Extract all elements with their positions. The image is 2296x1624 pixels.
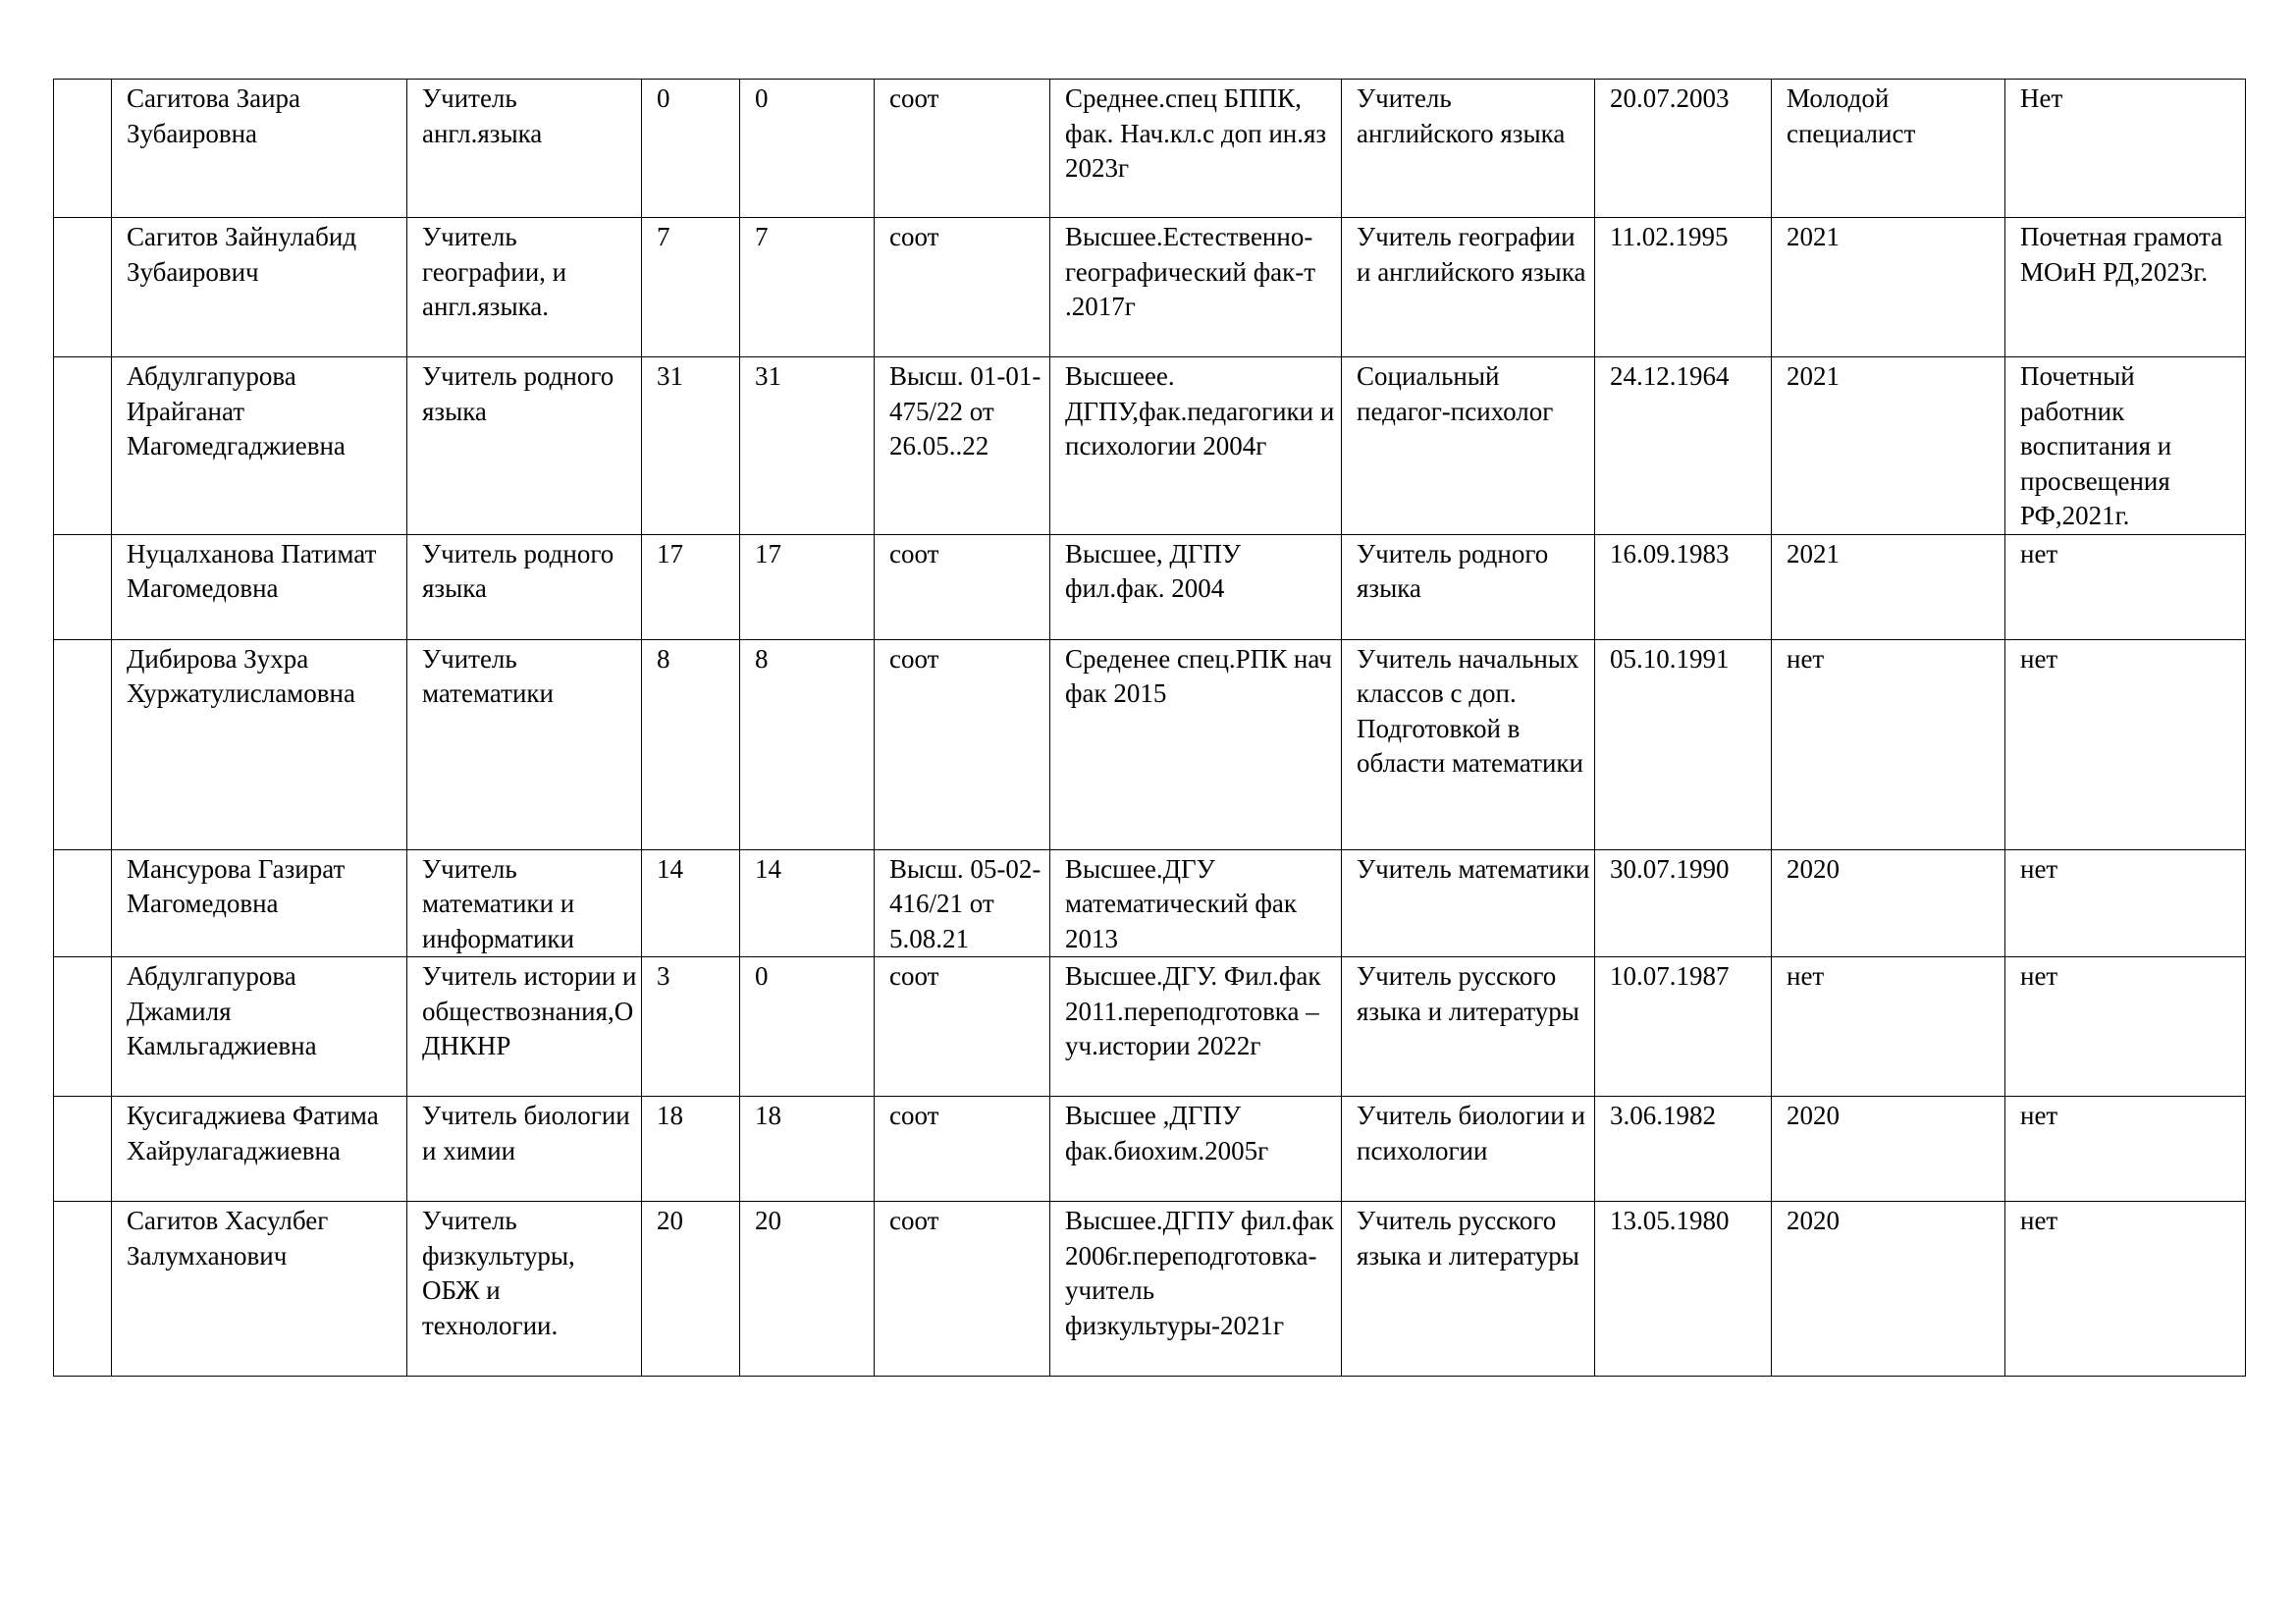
total-experience-cell: 8 — [642, 639, 740, 849]
row-number-cell — [54, 1097, 112, 1202]
total-experience-cell: 20 — [642, 1202, 740, 1377]
diploma-specialty-cell: Учитель русского языка и литературы — [1342, 957, 1595, 1097]
total-experience-cell: 18 — [642, 1097, 740, 1202]
position-cell: Учитель истории и обществознания,ОДНКНР — [407, 957, 642, 1097]
position-cell: Учитель биологии и химии — [407, 1097, 642, 1202]
teaching-experience-cell: 0 — [740, 80, 875, 218]
teacher-name-cell: Мансурова Газират Магомедовна — [112, 849, 407, 957]
table-row — [54, 1202, 2246, 1377]
teacher-name-cell: Сагитов Хасулбег Залумханович — [112, 1202, 407, 1377]
education-cell: Высшее.ДГУ. Фил.фак 2011.переподготовка –уч.истории 2022г — [1050, 957, 1342, 1097]
birth-date-cell: 16.09.1983 — [1595, 534, 1772, 639]
awards-cell: нет — [2005, 1097, 2246, 1202]
teacher-name-cell: Абдулгапурова Джамиля Камльгаджиевна — [112, 957, 407, 1097]
total-experience-cell: 3 — [642, 957, 740, 1097]
diploma-specialty-cell: Учитель математики — [1342, 849, 1595, 957]
courses-year-cell: 2020 — [1772, 1097, 2005, 1202]
teacher-name-cell: Сагитов Зайнулабид Зубаирович — [112, 218, 407, 357]
qualification-category-cell: соот — [875, 80, 1050, 218]
education-cell: Среденее спец.РПК нач фак 2015 — [1050, 639, 1342, 849]
awards-cell: Почетный работник воспитания и просвещения РФ,2021г. — [2005, 357, 2246, 535]
courses-year-cell: нет — [1772, 639, 2005, 849]
birth-date-cell: 30.07.1990 — [1595, 849, 1772, 957]
row-number-cell — [54, 957, 112, 1097]
qualification-category-cell: соот — [875, 1097, 1050, 1202]
table-row — [54, 357, 2246, 535]
birth-date-cell: 13.05.1980 — [1595, 1202, 1772, 1377]
total-experience-cell: 0 — [642, 80, 740, 218]
teaching-experience-cell: 7 — [740, 218, 875, 357]
awards-cell: нет — [2005, 639, 2246, 849]
row-number-cell — [54, 534, 112, 639]
courses-year-cell: 2021 — [1772, 218, 2005, 357]
teaching-experience-cell: 18 — [740, 1097, 875, 1202]
table-row — [54, 1097, 2246, 1202]
education-cell: Высшеее. ДГПУ,фак.педагогики и психологии 2004г — [1050, 357, 1342, 535]
awards-cell: нет — [2005, 534, 2246, 639]
total-experience-cell: 14 — [642, 849, 740, 957]
awards-cell: нет — [2005, 849, 2246, 957]
qualification-category-cell: Высш. 05-02-416/21 от 5.08.21 — [875, 849, 1050, 957]
teaching-experience-cell: 31 — [740, 357, 875, 535]
birth-date-cell: 11.02.1995 — [1595, 218, 1772, 357]
position-cell: Учитель математики — [407, 639, 642, 849]
courses-year-cell: 2020 — [1772, 1202, 2005, 1377]
diploma-specialty-cell: Учитель английского языка — [1342, 80, 1595, 218]
birth-date-cell: 24.12.1964 — [1595, 357, 1772, 535]
teacher-name-cell: Абдулгапурова Ирайганат Магомедгаджиевна — [112, 357, 407, 535]
table-row — [54, 218, 2246, 357]
diploma-specialty-cell: Учитель географии и английского языка — [1342, 218, 1595, 357]
education-cell: Высшее, ДГПУ фил.фак. 2004 — [1050, 534, 1342, 639]
courses-year-cell: 2021 — [1772, 357, 2005, 535]
courses-year-cell: 2021 — [1772, 534, 2005, 639]
qualification-category-cell: соот — [875, 957, 1050, 1097]
position-cell: Учитель родного языка — [407, 534, 642, 639]
diploma-specialty-cell: Учитель биологии и психологии — [1342, 1097, 1595, 1202]
birth-date-cell: 05.10.1991 — [1595, 639, 1772, 849]
row-number-cell — [54, 639, 112, 849]
position-cell: Учитель родного языка — [407, 357, 642, 535]
table-row — [54, 957, 2246, 1097]
education-cell: Высшее.ДГПУ фил.фак 2006г.переподготовка-учитель физкультуры-2021г — [1050, 1202, 1342, 1377]
table-row — [54, 639, 2246, 849]
row-number-cell — [54, 218, 112, 357]
diploma-specialty-cell: Учитель родного языка — [1342, 534, 1595, 639]
position-cell: Учитель географии, и англ.языка. — [407, 218, 642, 357]
teacher-name-cell: Дибирова Зухра Хуржатулисламовна — [112, 639, 407, 849]
qualification-category-cell: соот — [875, 218, 1050, 357]
staff-table — [53, 79, 2246, 1377]
birth-date-cell: 20.07.2003 — [1595, 80, 1772, 218]
teacher-name-cell: Кусигаджиева Фатима Хайрулагаджиевна — [112, 1097, 407, 1202]
awards-cell: Нет — [2005, 80, 2246, 218]
education-cell: Высшее.Естественно-географический фак-т .2017г — [1050, 218, 1342, 357]
teaching-experience-cell: 20 — [740, 1202, 875, 1377]
table-body — [54, 80, 2246, 1377]
courses-year-cell: Молодой специалист — [1772, 80, 2005, 218]
awards-cell: Почетная грамота МОиН РД,2023г. — [2005, 218, 2246, 357]
row-number-cell — [54, 80, 112, 218]
row-number-cell — [54, 849, 112, 957]
education-cell: Среднее.спец БППК, фак. Нач.кл.с доп ин.яз 2023г — [1050, 80, 1342, 218]
awards-cell: нет — [2005, 957, 2246, 1097]
total-experience-cell: 31 — [642, 357, 740, 535]
qualification-category-cell: соот — [875, 534, 1050, 639]
total-experience-cell: 7 — [642, 218, 740, 357]
education-cell: Высшее.ДГУ математический фак 2013 — [1050, 849, 1342, 957]
teaching-experience-cell: 8 — [740, 639, 875, 849]
position-cell: Учитель математики и информатики — [407, 849, 642, 957]
qualification-category-cell: соот — [875, 639, 1050, 849]
birth-date-cell: 10.07.1987 — [1595, 957, 1772, 1097]
teaching-experience-cell: 0 — [740, 957, 875, 1097]
position-cell: Учитель физкультуры, ОБЖ и технологии. — [407, 1202, 642, 1377]
courses-year-cell: 2020 — [1772, 849, 2005, 957]
table-row — [54, 534, 2246, 639]
diploma-specialty-cell: Социальный педагог-психолог — [1342, 357, 1595, 535]
table-row — [54, 849, 2246, 957]
birth-date-cell: 3.06.1982 — [1595, 1097, 1772, 1202]
teacher-name-cell: Сагитова Заира Зубаировна — [112, 80, 407, 218]
diploma-specialty-cell: Учитель начальных классов с доп. Подготовкой в области математики — [1342, 639, 1595, 849]
awards-cell: нет — [2005, 1202, 2246, 1377]
courses-year-cell: нет — [1772, 957, 2005, 1097]
teaching-experience-cell: 17 — [740, 534, 875, 639]
position-cell: Учитель англ.языка — [407, 80, 642, 218]
row-number-cell — [54, 1202, 112, 1377]
row-number-cell — [54, 357, 112, 535]
qualification-category-cell: соот — [875, 1202, 1050, 1377]
teaching-experience-cell: 14 — [740, 849, 875, 957]
qualification-category-cell: Высш. 01-01-475/22 от 26.05..22 — [875, 357, 1050, 535]
table-row — [54, 80, 2246, 218]
education-cell: Высшее ,ДГПУ фак.биохим.2005г — [1050, 1097, 1342, 1202]
diploma-specialty-cell: Учитель русского языка и литературы — [1342, 1202, 1595, 1377]
total-experience-cell: 17 — [642, 534, 740, 639]
teacher-name-cell: Нуцалханова Патимат Магомедовна — [112, 534, 407, 639]
